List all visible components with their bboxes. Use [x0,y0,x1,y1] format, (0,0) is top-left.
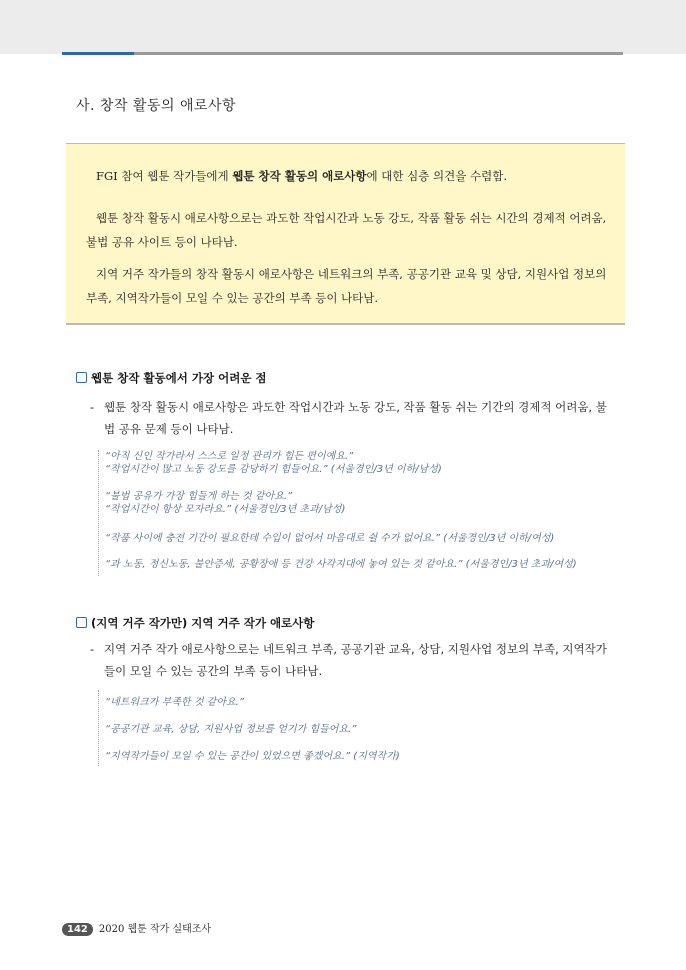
bullet-item [90,638,610,682]
quote-line: “아직 신인 작가라서 스스로 일정 관리가 힘든 편이예요.” [105,451,354,462]
quote-line: “네트워크가 부족한 것 같아요.” [105,697,244,708]
subsection-heading-text: (지역 거주 작가만) 지역 거주 작가 애로사항 [91,616,315,630]
bullet-dash: - [90,400,95,414]
header-accent-rule [62,52,134,55]
page-number-badge: 142 [62,923,93,936]
quote-line: “지역작가들이 모일 수 있는 공간이 있었으면 좋겠어요.” (지역작가) [105,751,400,762]
summary-paragraph-3: 지역 거주 작가들의 창작 활동시 애로사항은 네트워크의 부족, 공공기관 교육 및 상담, 지원사업 정보의 부족, 지역작가들이 모일 수 있는 공간의 부족 등이 나타남. [86,267,607,305]
bullet-item [90,396,610,440]
bullet-text: 웹툰 창작 활동시 애로사항은 과도한 작업시간과 노동 강도, 작품 활동 쉬는 기간의 경제적 어려움, 불법 공유 문제 등이 나타남. [104,400,607,436]
header-rule [62,52,623,55]
checkbox-square-icon [76,372,87,383]
subsection-heading-text: 웹툰 창작 활동에서 가장 어려운 점 [91,371,267,385]
quote-line: “과 노동, 정신노동, 불안증세, 공황장애 등 건강 사각지대에 놓여 있는 것 같아요.” (서울경인/3년 초과/여성) [105,559,577,570]
summary-emphasis: 웹툰 창작 활동의 애로사항 [232,169,367,183]
subsection-heading-1 [76,370,267,386]
summary-box [66,143,625,325]
quote-line: “작업시간이 많고 노동 강도를 감당하기 힘들어요.” (서울경인/3년 이하/남성) [105,464,442,475]
quote-block-1 [98,450,615,576]
summary-text: FGI 참여 웹툰 작가들에게 [96,169,233,183]
bullet-dash: - [90,642,95,656]
quote-line: “작업시간이 항상 모자라요.” (서울경인/3년 초과/남성) [105,504,346,515]
summary-text: 에 대한 심층 의견을 수렴함. [366,169,508,183]
quote-line: “불법 공유가 가장 힘들게 하는 것 같아요.” [105,491,293,502]
summary-paragraph-1 [86,164,616,188]
page-footer [62,920,211,936]
quote-line: “공공기관 교육, 상담, 지원사업 정보를 얻기가 힘들어요.” [105,724,357,735]
subsection-heading-2 [76,615,314,631]
summary-paragraph-2: 웹툰 창작 활동시 애로사항으로는 과도한 작업시간과 노동 강도, 작품 활동 쉬는 시간의 경제적 어려움, 불법 공유 사이트 등이 나타남. [86,211,607,249]
section-title: 사. 창작 활동의 애로사항 [76,98,237,114]
bullet-text: 지역 거주 작가 애로사항으로는 네트워크 부족, 공공기관 교육, 상담, 지원사업 정보의 부족, 지역작가들이 모일 수 있는 공간의 부족 등이 나타남. [104,642,607,678]
footer-title: 2020 웹툰 작가 실태조사 [98,924,212,935]
quote-block-2 [98,690,615,766]
checkbox-square-icon [76,617,87,628]
header-band [0,0,686,54]
quote-line: “작품 사이에 충전 기간이 필요한데 수입이 없어서 마음대로 쉴 수가 없어요.” (서울경인/3년 이하/여성) [105,533,555,544]
